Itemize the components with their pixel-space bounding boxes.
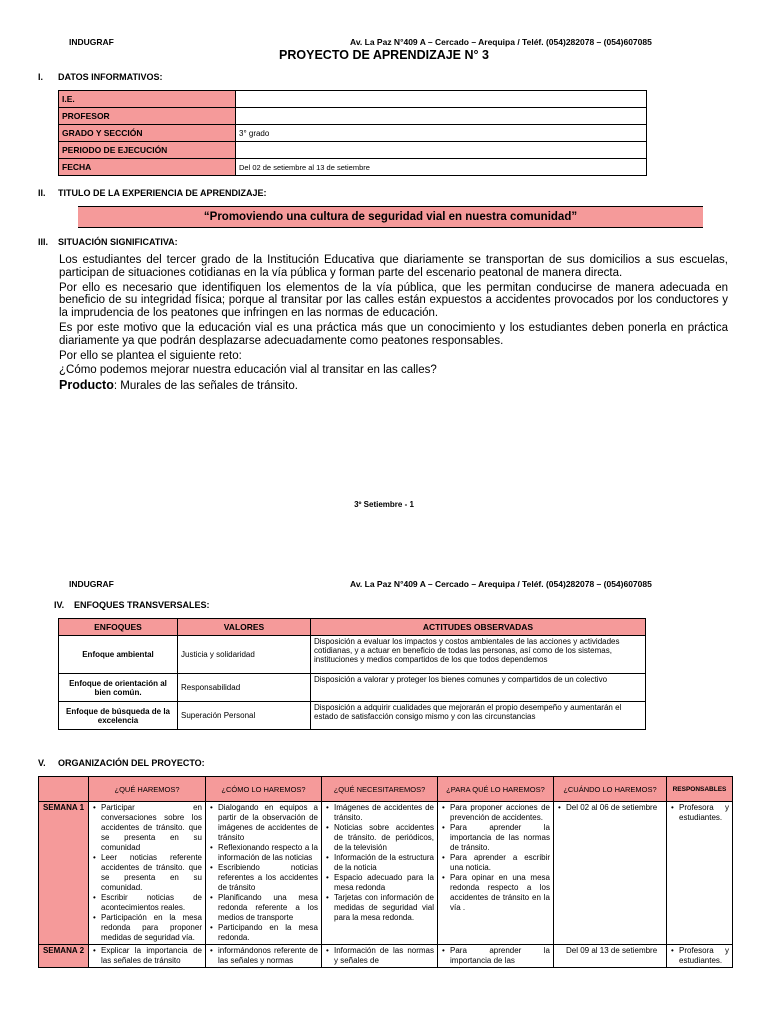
column-header: ¿PARA QUÉ LO HAREMOS? [438,777,554,802]
section-label: DATOS INFORMATIVOS: [58,72,163,82]
info-value-profesor [236,108,647,125]
responsables-cell [667,802,733,945]
actitud-cell: Disposición a valorar y proteger los bienes comunes y compartidos de un colectivo [311,674,646,702]
list-item: • Participar en conversaciones sobre los accidentes de tránsito. que se presenta en su comunidad [101,803,202,853]
responsables-cell [667,945,733,968]
para-que-cell [438,802,554,945]
como-cell [206,945,322,968]
list-item: • Escribiendo noticias referentes a los accidentes de tránsito [218,863,318,893]
product-line [59,379,728,393]
section-number: III. [38,237,49,247]
header-address: Av. La Paz N°409 A – Cercado – Arequipa / Teléf. (054)282078 – (054)607085 [350,579,652,589]
product-label: Producto [59,378,114,393]
cuando-cell: Del 09 al 13 de setiembre [554,945,667,968]
list-item: • Para aprender la importancia de las [450,946,550,966]
list-item: • Noticias sobre accidentes de tránsito. de periódicos, de la televisión [334,823,434,853]
list-item: • Información de la estructura de la noticia [334,853,434,873]
list-item: • Espacio adecuado para la mesa redonda [334,873,434,893]
list-item: • Leer noticias referente accidentes de tránsito. que se presenta en su comunidad. [101,853,202,893]
table-header-row [59,619,646,636]
enfoques-table [58,618,646,730]
table-row [59,159,647,176]
list-item: • Dialogando en equipos a partir de la observación de imágenes de accidentes de tránsito [218,803,318,843]
column-header: ¿QUÉ HAREMOS? [89,777,206,802]
list-item: • Participando en la mesa redonda. [218,923,318,943]
necesitaremos-cell [322,945,438,968]
info-label-ie: I.E. [59,91,236,108]
info-label-profesor: PROFESOR [59,108,236,125]
info-label-grado: GRADO Y SECCIÓN [59,125,236,142]
column-header: ¿CUÁNDO LO HAREMOS? [554,777,667,802]
enfoque-cell: Enfoque de orientación al bien común. [59,674,178,702]
table-header-row [39,777,733,802]
section-heading-organizacion [38,758,205,768]
list-item: • Para proponer acciones de prevención de accidentes. [450,803,550,823]
situation-text [59,254,728,395]
actitud-cell: Disposición a adquirir cualidades que mejorarán el propio desempeño y aumentarán el estado de satisfacción consigo mismo y con las circunstancias [311,702,646,730]
enfoque-cell: Enfoque ambiental [59,636,178,674]
paragraph: ¿Cómo podemos mejorar nuestra educación vial al transitar en las calles? [59,364,437,377]
list-item: • Imágenes de accidentes de tránsito. [334,803,434,823]
table-row [59,108,647,125]
enfoque-cell: Enfoque de búsqueda de la excelencia [59,702,178,730]
que-cell [89,945,206,968]
paragraph: Por ello es necesario que identifiquen los elementos de la vía pública, que les permitan conducirse de manera adecuada en beneficio de su integridad física; porque al transitar por las calles están expuestos a accidentes provocados por los conductores y la imprudencia de los peatones que infringen en las normas de educación. [59,281,728,320]
column-header: ¿CÓMO LO HAREMOS? [206,777,322,802]
column-header: ENFOQUES [59,619,178,636]
necesitaremos-cell [322,802,438,945]
section-number: I. [38,72,44,82]
list-item: • Planificando una mesa redonda referente a los medios de transporte [218,893,318,923]
list-item: • Reflexionando respecto a la información de las noticias [218,843,318,863]
section-label: TITULO DE LA EXPERIENCIA DE APRENDIZAJE: [58,188,267,198]
section-heading-datos [38,72,163,82]
column-header: VALORES [178,619,311,636]
section-number: II. [38,188,46,198]
list-item: • Para opinar en una mesa redonda respecto a los accidentes de tránsito en la vía . [450,873,550,913]
week-label: SEMANA 2 [39,945,89,968]
column-header: RESPONSABLES [667,777,733,802]
list-item: • Información de las normas y señales de [334,946,434,966]
section-number: IV. [54,600,65,610]
column-header [39,777,89,802]
valor-cell: Justicia y solidaridad [178,636,311,674]
table-row [59,142,647,159]
header-company: INDUGRAF [69,37,114,47]
page-footer: 3º Setiembre - 1 [354,500,414,509]
table-row [39,945,733,968]
table-row [39,802,733,945]
info-label-fecha: FECHA [59,159,236,176]
section-heading-situacion [38,237,178,247]
list-item: • Profesora y estudiantes. [679,946,729,966]
como-cell [206,802,322,945]
list-item: • Para aprender la importancia de las normas de tránsito. [450,823,550,853]
info-value-periodo [236,142,647,159]
product-text: : Murales de las señales de tránsito. [113,380,298,393]
info-value-fecha: Del 02 de setiembre al 13 de setiembre [236,159,647,176]
list-item: • Participación en la mesa redonda para proponer medidas de seguridad vía. [101,913,202,943]
table-row [59,91,647,108]
header-address: Av. La Paz N°409 A – Cercado – Arequipa / Teléf. (054)282078 – (054)607085 [350,37,652,47]
section-heading-enfoques [54,600,210,610]
section-number: V. [38,758,46,768]
actitud-cell: Disposición a evaluar los impactos y costos ambientales de las acciones y actividades cotidianas, y a actuar en beneficio de todas las personas, así como de los sistemas, instituciones y medios compartidos de los que todos dependemos [311,636,646,674]
table-row [59,125,647,142]
info-value-grado: 3° grado [236,125,647,142]
column-header: ACTITUDES OBSERVADAS [311,619,646,636]
list-item: • Explicar la importancia de las señales de tránsito [101,946,202,966]
list-item: • Tarjetas con información de medidas de seguridad vial para la mesa redonda. [334,893,434,923]
table-row [59,636,646,674]
table-row [59,674,646,702]
paragraph: Es por este motivo que la educación vial es una práctica más que un conocimiento y los estudiantes deben ponerla en práctica diariamente ya que podrán desplazarse adecuadamente como peatones responsables. [59,321,728,347]
organization-table [38,776,733,968]
valor-cell: Superación Personal [178,702,311,730]
section-label: ENFOQUES TRANSVERSALES: [74,600,210,610]
table-row [59,702,646,730]
column-header: ¿QUÉ NECESITAREMOS? [322,777,438,802]
info-value-ie [236,91,647,108]
page-title: PROYECTO DE APRENDIZAJE N° 3 [279,48,489,62]
section-label: ORGANIZACIÓN DEL PROYECTO: [58,758,205,768]
info-table [58,90,647,176]
list-item: • Del 02 al 06 de setiembre [566,803,663,813]
info-label-periodo: PERIODO DE EJECUCIÓN [59,142,236,159]
list-item: • Para aprender a escribir una noticia. [450,853,550,873]
cuando-cell [554,802,667,945]
list-item: • Profesora y estudiantes. [679,803,729,823]
section-heading-titulo [38,188,267,198]
week-label: SEMANA 1 [39,802,89,945]
list-item: • Escribir noticias de acontecimientos reales. [101,893,202,913]
header-company: INDUGRAF [69,579,114,589]
para-que-cell [438,945,554,968]
section-label: SITUACIÓN SIGNIFICATIVA: [58,237,178,247]
experience-title-banner: “Promoviendo una cultura de seguridad vial en nuestra comunidad” [78,206,703,228]
list-item: • informándonos referente de las señales y normas [218,946,318,966]
paragraph: Por ello se plantea el siguiente reto: [59,349,242,362]
que-cell [89,802,206,945]
valor-cell: Responsabilidad [178,674,311,702]
paragraph: Los estudiantes del tercer grado de la Institución Educativa que diariamente se transportan de sus domicilios a sus escuelas, participan de situaciones cotidianas en la vía pública y forman parte del escenario peatonal de manera directa. [59,254,728,279]
